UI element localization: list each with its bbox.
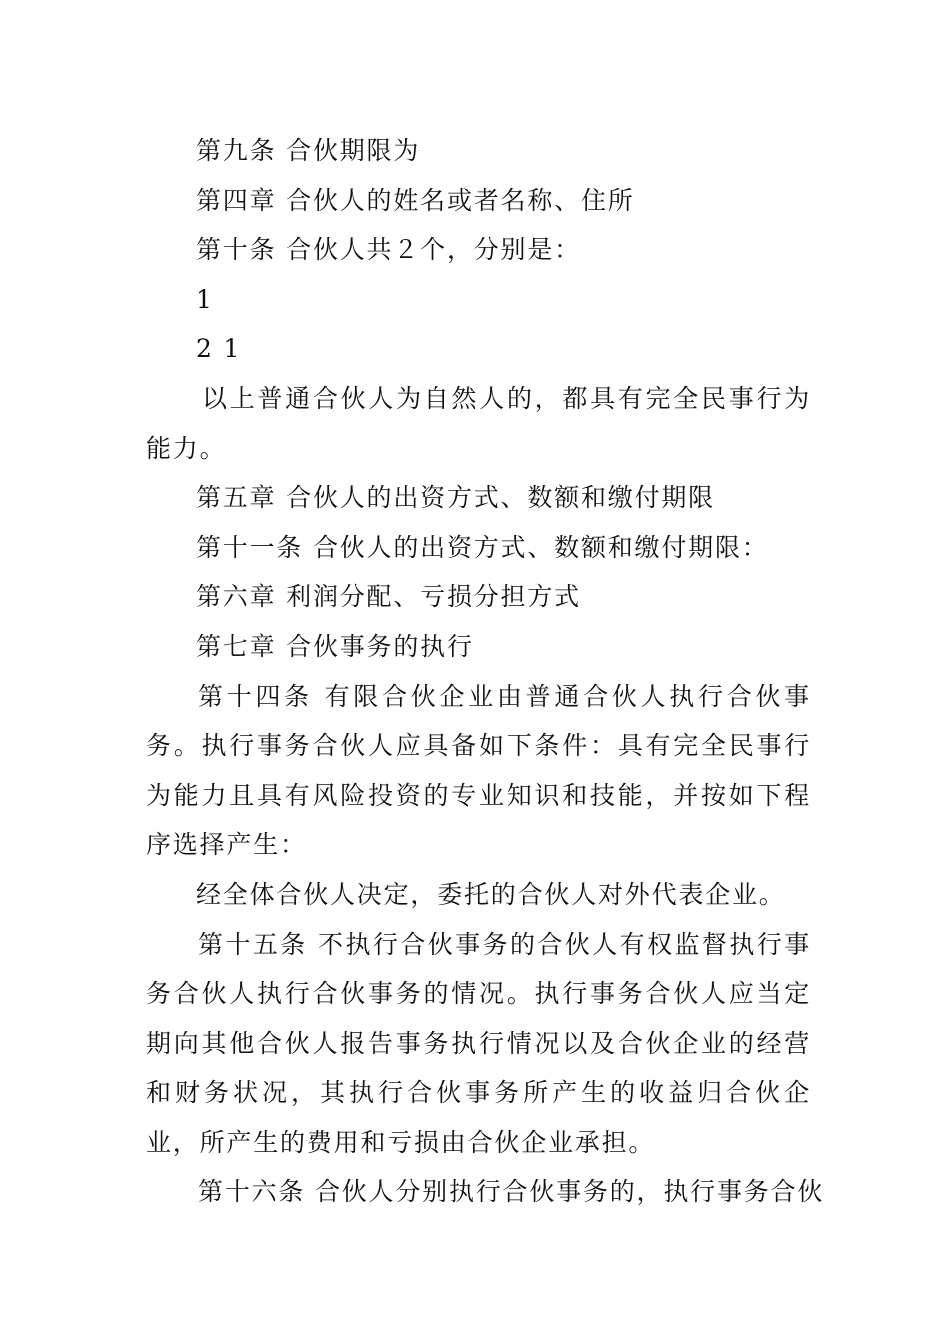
partner-line-2: 2 1 [196, 334, 242, 364]
article-15: 第十五条 不执行合伙事务的合伙人有权监督执行事务合伙人执行合伙事务的情况。执行事务合伙人应当定期向其他合伙人报告事务执行情况以及合伙企业的经营和财务状况，其执行合伙事务所产生的收益归合伙企业，所产生的费用和亏损由合伙企业承担。 [146, 929, 811, 1157]
chapter-6-heading: 第六章 利润分配、亏损分担方式 [196, 582, 581, 612]
article-11: 第十一条 合伙人的出资方式、数额和缴付期限： [196, 532, 769, 562]
chapter-4-heading: 第四章 合伙人的姓名或者名称、住所 [196, 185, 635, 215]
partner-line-1: 1 [196, 284, 214, 314]
article-9: 第九条 合伙期限为 [196, 136, 421, 165]
capacity-statement: 以上普通合伙人为自然人的，都具有完全民事行为能力。 [146, 383, 811, 463]
chapter-7-heading: 第七章 合伙事务的执行 [196, 631, 474, 661]
chapter-5-heading: 第五章 合伙人的出资方式、数额和缴付期限 [196, 483, 715, 513]
article-14: 第十四条 有限合伙企业由普通合伙人执行合伙事务。执行事务合伙人应具备如下条件：具有完全民事行为能力且具有风险投资的专业知识和技能，并按如下程序选择产生： [146, 681, 811, 860]
document-body [146, 126, 825, 1217]
representative-clause: 经全体合伙人决定，委托的合伙人对外代表企业。 [196, 879, 786, 909]
article-16: 第十六条 合伙人分别执行合伙事务的，执行事务合伙 [198, 1177, 825, 1207]
article-10: 第十条 合伙人共２个，分别是： [196, 235, 581, 265]
